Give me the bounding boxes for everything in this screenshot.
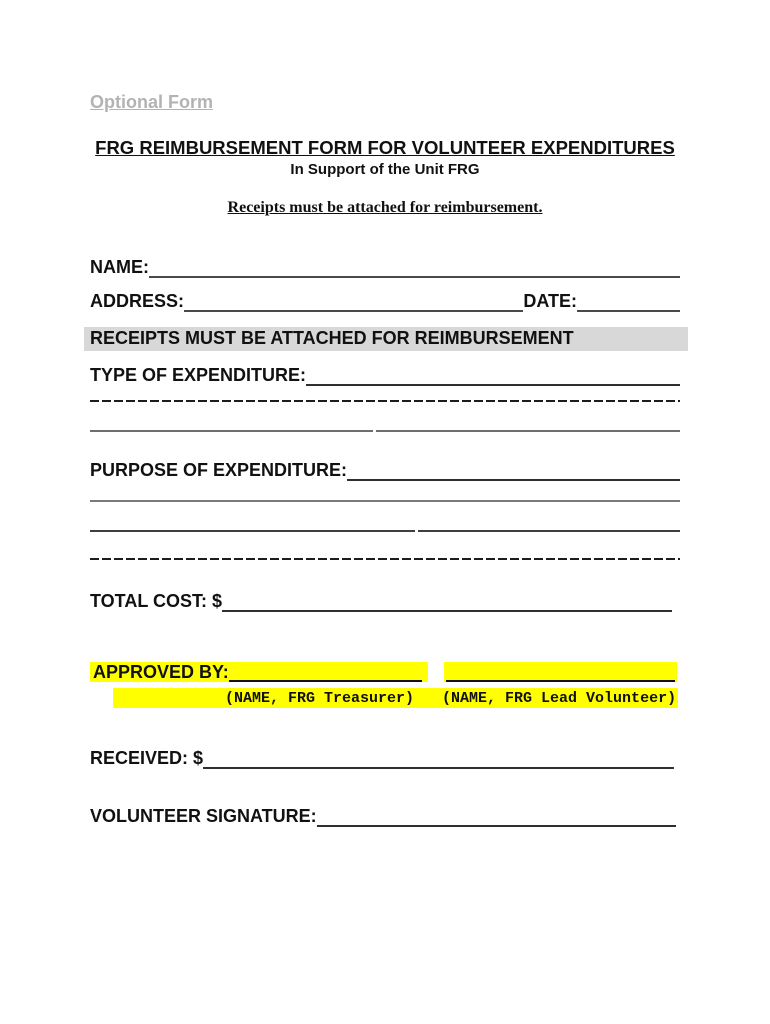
purpose-of-expenditure-input-line[interactable] — [347, 460, 680, 481]
address-date-field-row — [90, 291, 680, 312]
line-segment — [418, 502, 681, 532]
approved-by-label: APPROVED BY: — [93, 662, 229, 682]
volunteer-signature-label: VOLUNTEER SIGNATURE: — [90, 806, 317, 826]
lead-volunteer-caption: (NAME, FRG Lead Volunteer) — [442, 689, 677, 707]
name-input-line[interactable] — [149, 257, 680, 278]
type-of-expenditure-field-row — [90, 365, 680, 386]
optional-form-watermark: Optional Form — [90, 92, 213, 112]
treasurer-caption: (NAME, FRG Treasurer) — [225, 689, 415, 707]
purpose-of-expenditure-line-3[interactable] — [90, 502, 680, 532]
total-cost-field-row — [90, 591, 680, 612]
name-field-row — [90, 257, 680, 278]
received-input-line[interactable] — [203, 748, 674, 769]
date-label: DATE: — [523, 291, 577, 311]
address-input-line[interactable] — [184, 291, 523, 312]
approved-by-lead-volunteer-signature-line[interactable] — [446, 662, 675, 682]
line-segment — [90, 402, 373, 432]
date-input-line[interactable] — [577, 291, 680, 312]
address-label: ADDRESS: — [90, 291, 185, 311]
approved-by-highlight-left — [90, 662, 428, 682]
title-block — [90, 137, 680, 178]
receipts-banner: RECEIPTS MUST BE ATTACHED FOR REIMBURSEMENT — [84, 327, 688, 351]
receipts-notice: Receipts must be attached for reimbursement. — [227, 199, 543, 216]
type-of-expenditure-line-3[interactable] — [90, 402, 680, 432]
type-of-expenditure-input-line[interactable] — [306, 365, 680, 386]
total-cost-input-line[interactable] — [222, 591, 672, 612]
line-segment — [90, 502, 415, 532]
purpose-of-expenditure-label: PURPOSE OF EXPENDITURE: — [90, 460, 348, 480]
total-cost-label: TOTAL COST: $ — [90, 591, 223, 611]
name-label: NAME: — [90, 257, 149, 277]
page-subtitle: In Support of the Unit FRG — [290, 161, 480, 178]
approved-by-highlight-right — [444, 662, 677, 682]
approved-by-field-row — [90, 662, 680, 682]
purpose-of-expenditure-line-4[interactable] — [90, 532, 680, 560]
highlight-gap — [428, 662, 444, 682]
received-label: RECEIVED: $ — [90, 748, 204, 768]
type-of-expenditure-line-2[interactable] — [90, 386, 680, 402]
approved-by-treasurer-signature-line[interactable] — [229, 662, 422, 682]
page-title: FRG REIMBURSEMENT FORM FOR VOLUNTEER EXPENDITURES — [95, 137, 675, 158]
purpose-of-expenditure-line-2[interactable] — [90, 481, 680, 502]
received-field-row — [90, 748, 680, 769]
approved-by-captions-row — [113, 688, 678, 708]
volunteer-signature-input-line[interactable] — [317, 806, 676, 827]
purpose-of-expenditure-field-row — [90, 460, 680, 481]
type-of-expenditure-label: TYPE OF EXPENDITURE: — [90, 365, 307, 385]
volunteer-signature-field-row — [90, 806, 680, 827]
line-segment — [376, 402, 680, 432]
